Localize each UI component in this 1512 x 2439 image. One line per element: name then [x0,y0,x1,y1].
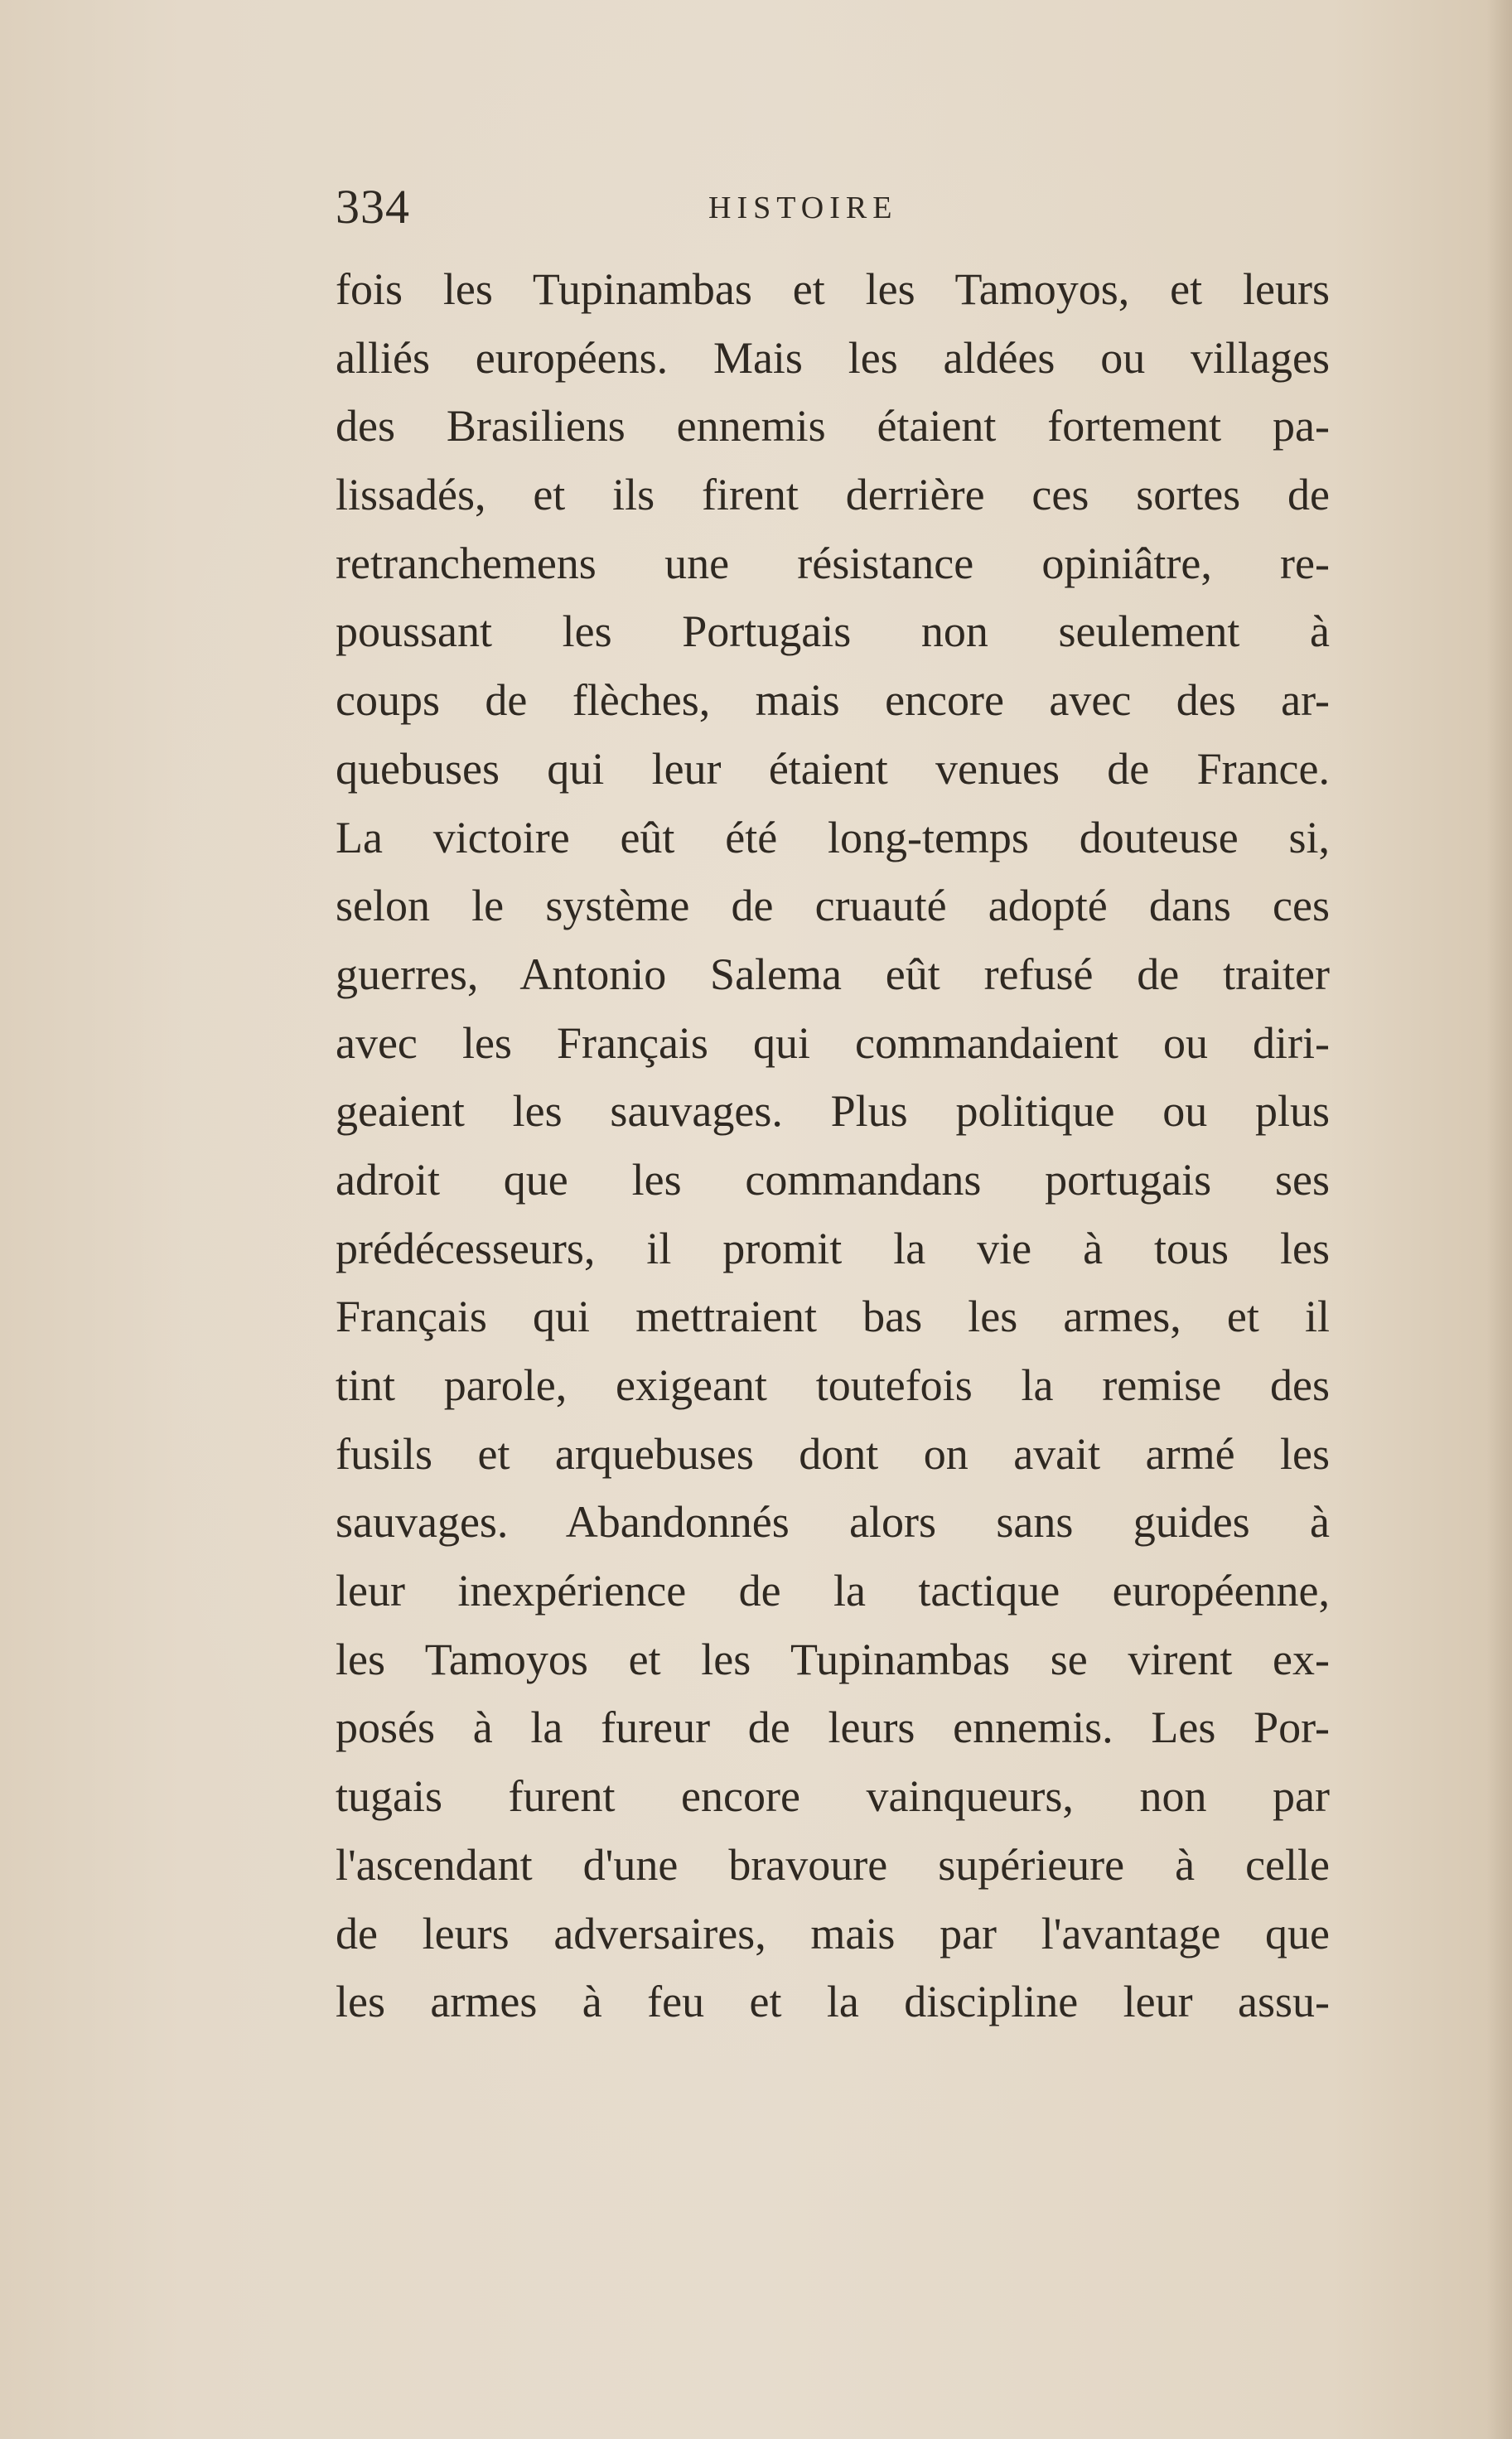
text-line: l'ascendant d'une bravoure supérieure à celle [336,1839,1330,1890]
text-line: retranchemens une résistance opiniâtre, re- [336,538,1330,588]
text-line: les Tamoyos et les Tupinambas se virent ex- [336,1634,1330,1684]
text-line: de leurs adversaires, mais par l'avantage que [336,1908,1330,1958]
text-line: posés à la fureur de leurs ennemis. Les Por- [336,1702,1330,1753]
text-line: poussant les Portugais non seulement à [336,606,1330,657]
text-line: adroit que les commandans portugais ses [336,1154,1330,1205]
text-line: selon le système de cruauté adopté dans ces [336,881,1330,931]
text-line: fusils et arquebuses dont on avait armé les [336,1428,1330,1479]
text-line: les armes à feu et la discipline leur assu- [336,1977,1330,2027]
text-line: fois les Tupinambas et les Tamoyos, et leurs [336,264,1330,314]
text-line: des Brasiliens ennemis étaient fortement pa- [336,401,1330,452]
running-head: HISTOIRE [708,191,898,225]
page-header [336,174,1330,240]
text-line: quebuses qui leur étaient venues de France. [336,743,1330,794]
page-edge-shadow [1487,0,1512,2439]
text-line: alliés européens. Mais les aldées ou villages [336,332,1330,383]
text-line: tint parole, exigeant toutefois la remise des [336,1360,1330,1410]
text-line: tugais furent encore vainqueurs, non par [336,1771,1330,1822]
page-number: 334 [336,180,410,234]
text-line: La victoire eût été long-temps douteuse si, [336,812,1330,862]
text-line: leur inexpérience de la tactique européenne, [336,1566,1330,1616]
text-line: geaient les sauvages. Plus politique ou plus [336,1086,1330,1137]
body-text [336,255,1330,2036]
text-line: coups de flèches, mais encore avec des ar- [336,675,1330,726]
text-line: sauvages. Abandonnés alors sans guides à [336,1497,1330,1548]
text-line: lissadés, et ils firent derrière ces sortes de [336,470,1330,520]
text-line: prédécesseurs, il promit la vie à tous les [336,1223,1330,1273]
text-line: guerres, Antonio Salema eût refusé de traiter [336,949,1330,999]
text-line: Français qui mettraient bas les armes, et il [336,1292,1330,1342]
text-line: avec les Français qui commandaient ou diri- [336,1017,1330,1068]
